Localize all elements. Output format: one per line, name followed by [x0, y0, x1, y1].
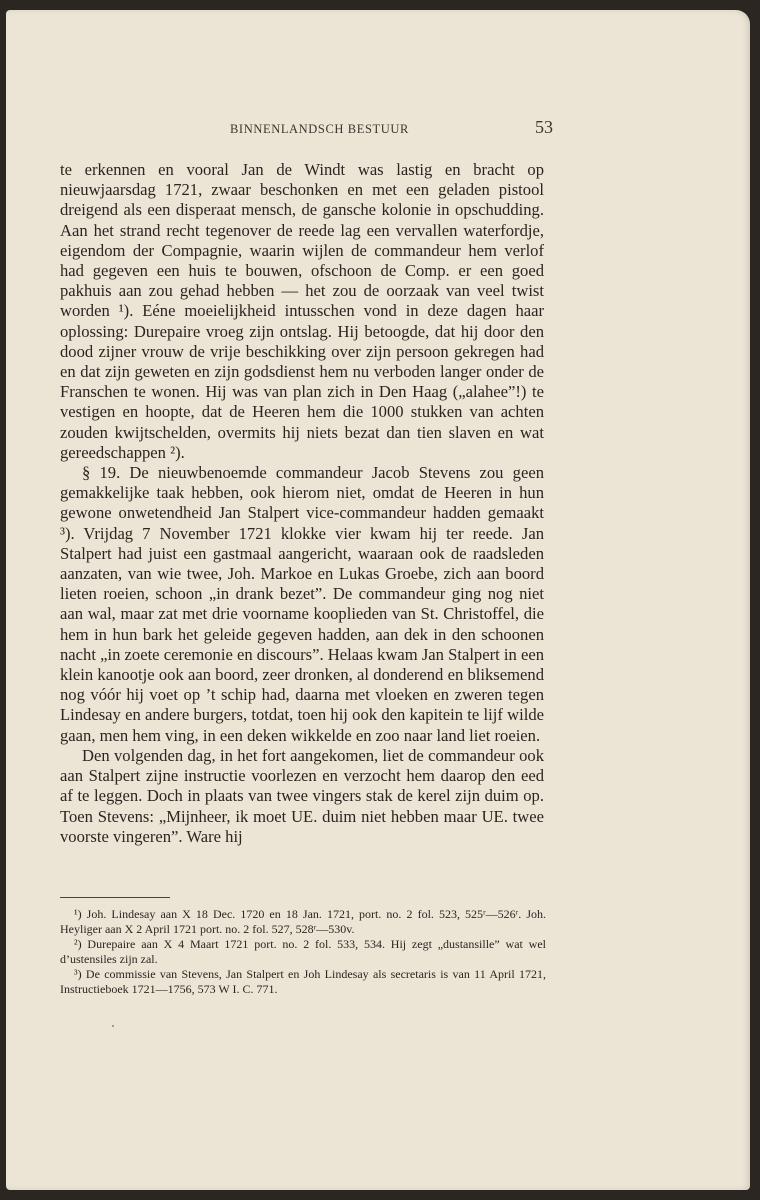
- paragraph-1: te erkennen en vooral Jan de Windt was lastig en bracht op nieuwjaarsdag 1721, zwaar beschonken en met een geladen pistool dreigend als een disperaat mensch, de gansche kolonie in opschudding. Aan het strand recht tegenover de reede lag een vervallen waterfordje, eigendom der Compagnie, waarin wijlen de commandeur hem verlof had gegeven een huis te bouwen, ofschoon de Comp. er een goed pakhuis aan zou gehad hebben — het zou de oorzaak van veel twist worden ¹). Eéne moeielijkheid intusschen vond in deze dagen haar oplossing: Durepaire vroeg zijn ontslag. Hij betoogde, dat hij door den dood zijner vrouw de vrije beschikking over zijn persoon gekregen had en dat zijn geweten en zijn godsdienst hem nu verboden langer onder de Franschen te wonen. Hij was van plan zich in Den Haag („alahee”!) te vestigen en hoopte, dat de Heeren hem die 1000 stukken van achten zouden kwijtschelden, overmits hij niets bezat dan tien slaven en wat gereedschappen ²).: [60, 160, 544, 462]
- footnote-3: ³) De commissie van Stevens, Jan Stalpert en Joh Lindesay als secretaris is van 11 April 1721, Instructieboek 1721—1756, 573 W I. C. 771.: [60, 967, 546, 996]
- footnotes: [60, 907, 546, 997]
- running-title: BINNENLANDSCH BESTUUR: [230, 122, 409, 136]
- footnote-1: ¹) Joh. Lindesay aan X 18 Dec. 1720 en 18 Jan. 1721, port. no. 2 fol. 523, 525ʳ—526ʳ. Joh. Heyliger aan X 2 April 1721 port. no. 2 fol. 527, 528ʳ—530v.: [60, 907, 546, 936]
- footnote-2: ²) Durepaire aan X 4 Maart 1721 port. no. 2 fol. 533, 534. Hij zegt „dustansille” wat wel d’ustensiles zijn zal.: [60, 937, 546, 966]
- main-text: [60, 160, 544, 847]
- footnote-divider: [60, 897, 170, 898]
- paragraph-3: Den volgenden dag, in het fort aangekomen, liet de commandeur ook aan Stalpert zijne instructie voorlezen en verzocht hem daarop den eed af te leggen. Doch in plaats van twee vingers stak de kerel zijn duim op. Toen Stevens: „Mijnheer, ik moet UE. duim niet hebben maar UE. twee voorste vingeren”. Ware hij: [60, 745, 544, 846]
- paper-speck: [112, 1025, 114, 1027]
- paragraph-2: § 19. De nieuwbenoemde commandeur Jacob Stevens zou geen gemakkelijke taak hebben, ook hierom niet, omdat de Heeren in hun gewone onwetendheid Jan Stalpert vice-commandeur hadden gemaakt ³). Vrijdag 7 November 1721 klokke vier kwam hij ter reede. Jan Stalpert had juist een gastmaal aangericht, waaraan ook de raadsleden aanzaten, van wie twee, Joh. Markoe en Lukas Groebe, zich aan boord lieten roeien, schoon „in drank bezet”. De commandeur ging nog niet aan wal, maar zat met drie voorname kooplieden van St. Christoffel, die hem in hun bark het geleide gegeven hadden, aan dek in den schoonen nacht „in zoete ceremonie en discours”. Helaas kwam Jan Stalpert in een klein kanootje ook aan boord, zeer dronken, al donderend en bliksemend nog vóór hij voet op ’t schip had, daarna met vloeken en zweren tegen Lindesay en andere burgers, totdat, toen hij ook den kapitein te lijf wilde gaan, men hem ving, in een deken wikkelde en zoo naar land liet roeien.: [60, 463, 544, 745]
- page-number: 53: [535, 117, 553, 137]
